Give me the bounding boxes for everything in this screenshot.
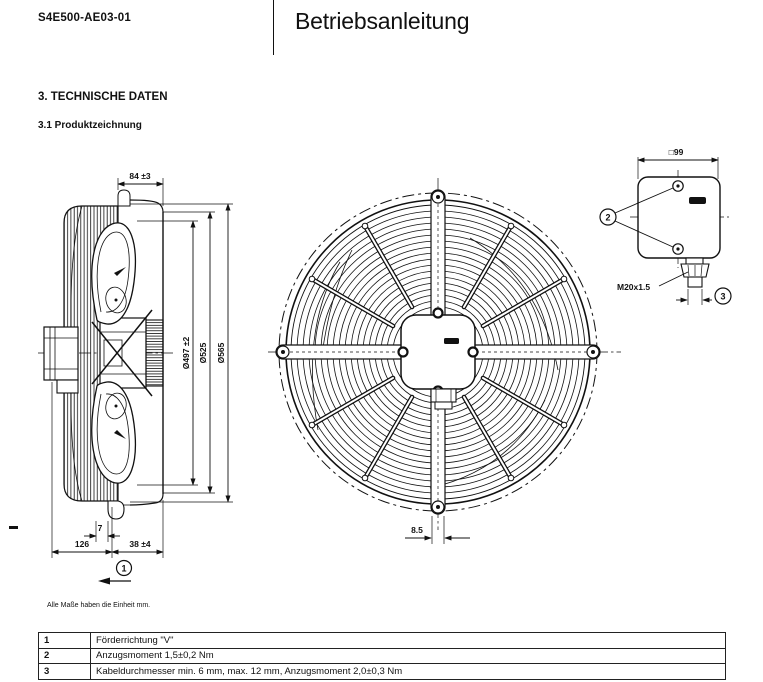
legend-description-cell: Kabeldurchmesser min. 6 mm, max. 12 mm, Anzugsmoment 2,0±0,3 Nm	[91, 664, 726, 680]
fan-front-view-drawing	[263, 172, 625, 547]
dim-guard-diameter-label: Ø565	[216, 342, 226, 364]
fan-side-view-drawing	[35, 158, 250, 590]
legend-number-cell: 2	[39, 648, 91, 664]
table-row	[39, 664, 726, 680]
dim-box-width-label: □99	[668, 147, 684, 157]
dim-flange-label: 38 ±4	[129, 539, 151, 549]
dim-length-label: 126	[74, 539, 90, 549]
callout-3-number: 3	[720, 291, 726, 302]
dim-depth-label: 84 ±3	[129, 171, 151, 181]
dim-strut-width-label: 8.5	[411, 525, 423, 535]
terminal-box-detail-drawing	[593, 138, 763, 310]
thread-size-annotation	[617, 272, 688, 292]
ebm-papst-logo-mark	[689, 197, 706, 204]
callout-1-number: 1	[121, 563, 127, 574]
legend-table	[38, 632, 726, 680]
dim-blade-diameter-label: Ø497 ±2	[181, 336, 191, 370]
ebm-papst-logo-mark	[444, 338, 459, 344]
legend-description-cell: Anzugsmoment 1,5±0,2 Nm	[91, 648, 726, 664]
header-divider	[273, 0, 274, 55]
cable-gland	[681, 258, 709, 287]
section-heading: 3. TECHNISCHE DATEN	[38, 91, 168, 103]
terminal-box-side	[44, 327, 78, 393]
subsection-heading: 3.1 Produktzeichnung	[38, 120, 142, 131]
callout-gland	[676, 288, 731, 305]
dimension-strut-width	[405, 516, 470, 544]
print-margin-mark	[9, 526, 18, 529]
airflow-direction-arrow-icon	[98, 578, 110, 585]
callout-2-number: 2	[605, 212, 611, 223]
terminal-box-body	[638, 177, 720, 258]
table-row	[39, 633, 726, 649]
legend-number-cell: 3	[39, 664, 91, 680]
units-note: Alle Maße haben die Einheit mm.	[47, 602, 151, 609]
legend-number-cell: 1	[39, 633, 91, 649]
table-row	[39, 648, 726, 664]
model-number: S4E500-AE03-01	[38, 12, 131, 24]
fan-blade-lower	[92, 382, 136, 483]
thread-label: M20x1.5	[617, 282, 651, 292]
document-title: Betriebsanleitung	[295, 8, 470, 34]
legend-description-cell: Förderrichtung "V"	[91, 633, 726, 649]
callout-airflow-direction	[98, 561, 132, 585]
fan-blade-upper	[92, 223, 136, 324]
dim-gap-label: 7	[97, 523, 103, 533]
dim-ring-diameter-label: Ø525	[198, 342, 208, 364]
terminal-box-front	[399, 309, 478, 410]
